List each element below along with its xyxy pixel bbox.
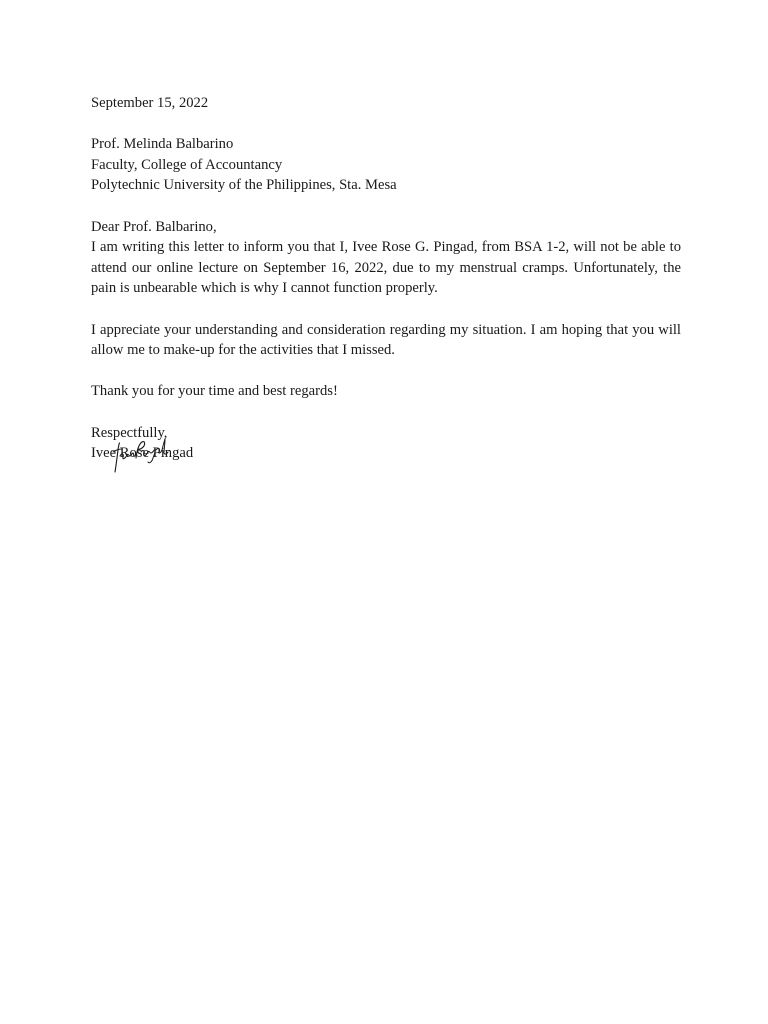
salutation: Dear Prof. Balbarino, xyxy=(91,218,217,235)
spacer xyxy=(91,361,681,382)
spacer xyxy=(91,196,681,217)
recipient-position: Faculty, College of Accountancy xyxy=(91,156,283,173)
recipient-name: Prof. Melinda Balbarino xyxy=(91,136,234,153)
signatory-name: Ivee Rose Pingad xyxy=(91,445,194,462)
closing-phrase: Respectfully, xyxy=(91,424,168,441)
recipient-institution: Polytechnic University of the Philippines, Sta. Mesa xyxy=(91,177,397,194)
spacer xyxy=(91,402,681,423)
body-paragraph-1: I am writing this letter to inform you that I, Ivee Rose G. Pingad, from BSA 1-2, will not be able to attend our online lecture on September 16, 2022, due to my menstrual cramps. Unfortunately, the pain is unbearable which is why I cannot function properly. xyxy=(91,239,681,297)
closing-block xyxy=(91,423,681,464)
spacer xyxy=(91,114,681,135)
letter-body xyxy=(91,93,681,464)
spacer xyxy=(91,299,681,320)
letter-date: September 15, 2022 xyxy=(91,95,209,111)
recipient-block xyxy=(91,134,681,196)
body-paragraph-3: Thank you for your time and best regards! xyxy=(91,383,338,400)
body-paragraph-2: I appreciate your understanding and consideration regarding my situation. I am hoping that you will allow me to make-up for the activities that I missed. xyxy=(91,321,681,359)
